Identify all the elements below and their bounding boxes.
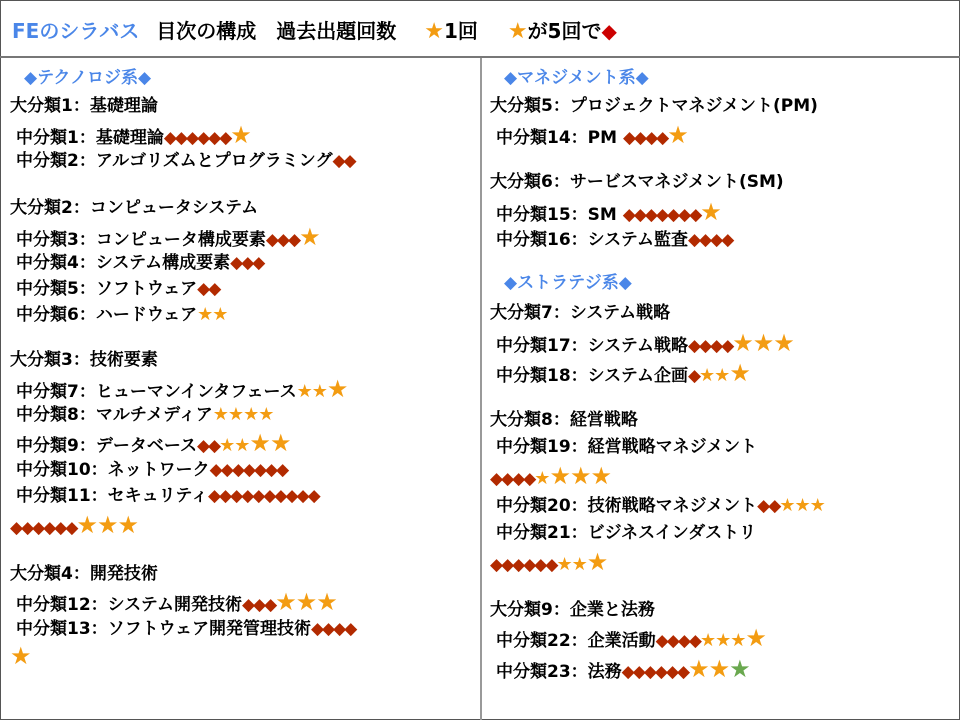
diamond-icons: ◆◆◆◆ (310, 619, 356, 639)
minor-label: 中分類12：システム開発技術 (16, 595, 242, 615)
star-icons: ★ (745, 624, 766, 652)
minor-category-2 (16, 149, 355, 173)
diamond-icons: ◆◆◆◆◆◆ (490, 555, 557, 575)
star-icons: ★★★ (549, 462, 611, 490)
minor-label: 中分類10：ネットワーク (16, 460, 210, 480)
star-icons: ★ (586, 548, 608, 576)
minor-category-17 (496, 331, 794, 355)
header (0, 0, 960, 58)
minor-category-21: 中分類21：ビジネスインダストリ (496, 523, 757, 543)
star-icons: ★ (729, 359, 750, 387)
category-management: ◆マネジメント系◆ (504, 68, 649, 88)
legend-star-meaning: 1回 (443, 19, 478, 43)
diamond-icons: ◆◆◆ (241, 595, 276, 615)
star-icons: ★★★★ (212, 404, 274, 425)
minor-category-13 (16, 617, 355, 641)
star-icons: ★ (700, 198, 721, 226)
page-title (12, 15, 617, 44)
diamond-icons: ◆◆◆◆◆◆◆◆◆◆ (207, 486, 319, 506)
minor-category-15 (496, 200, 721, 224)
diamond-icons: ◆◆◆◆◆◆◆ (622, 205, 701, 225)
minor-category-5 (16, 277, 219, 301)
major-category-8: 大分類8：経営戦略 (490, 410, 638, 430)
minor-category-7 (16, 377, 347, 401)
minor-label: 中分類11：セキュリティ (16, 486, 208, 506)
minor-category-11-continued (10, 513, 138, 537)
minor-label: 中分類17：システム戦略 (496, 336, 688, 356)
category-technology: ◆テクノロジ系◆ (24, 68, 152, 88)
minor-category-4 (16, 251, 263, 275)
diamond-icons: ◆◆◆◆ (622, 128, 668, 148)
minor-label: 中分類13：ソフトウェア開発管理技術 (16, 619, 311, 639)
minor-label: 中分類5：ソフトウェア (16, 279, 198, 299)
star-icons: ★★ (219, 435, 250, 456)
minor-label: 中分類23：法務 (496, 662, 622, 682)
diamond-icons: ◆◆◆◆ (655, 631, 700, 651)
star-icons: ★★★ (275, 588, 337, 616)
minor-category-18 (496, 361, 750, 385)
diamond-icons: ◆◆◆◆ (687, 336, 733, 356)
star-icons: ★★ (699, 365, 730, 386)
column-divider (480, 58, 482, 720)
minor-label: 中分類3：コンピュータ構成要素 (16, 230, 266, 250)
major-category-5: 大分類5：プロジェクトマネジメント(PM) (490, 96, 818, 116)
major-category-4: 大分類4：開発技術 (10, 564, 158, 584)
minor-label: 中分類18：システム企画 (496, 366, 688, 386)
diamond-icons: ◆ (687, 366, 700, 386)
minor-category-22 (496, 626, 766, 650)
minor-category-8 (16, 403, 273, 427)
minor-category-23 (496, 657, 750, 681)
title-text: 目次の構成 過去出題回数 (156, 19, 397, 43)
minor-label: 中分類20：技術戦略マネジメント (496, 496, 758, 516)
minor-label: 中分類2：アルゴリズムとプログラミング (16, 151, 333, 171)
diamond-icons: ◆◆◆◆ (490, 469, 535, 489)
minor-label: 中分類9：データベース (16, 436, 197, 456)
major-category-6: 大分類6：サービスマネジメント(SM) (490, 172, 784, 192)
syllabus-label: FEのシラバス (12, 19, 140, 43)
minor-label: 中分類1：基礎理論 (16, 128, 164, 148)
star-icons: ★ (299, 223, 320, 251)
diamond-icons: ◆◆ (757, 496, 780, 516)
minor-label: 中分類15：SM (496, 205, 623, 225)
diamond-icons: ◆◆ (197, 279, 220, 299)
minor-category-13-continued (10, 644, 31, 668)
star-icons: ★ (534, 468, 550, 489)
major-category-9: 大分類9：企業と法務 (490, 600, 655, 620)
minor-category-19-continued (490, 464, 611, 488)
diamond-icons: ◆◆◆ (265, 230, 300, 250)
diamond-icons: ◆◆◆◆◆◆ (621, 662, 689, 682)
star-icons: ★ (10, 642, 31, 670)
minor-label: 中分類7：ヒューマンインタフェース (16, 382, 297, 402)
minor-category-10 (16, 458, 287, 482)
star-icons: ★★ (296, 381, 327, 402)
minor-category-11 (16, 484, 319, 508)
diamond-icons: ◆◆◆ (230, 253, 264, 273)
diamond-icons: ◆◆ (196, 436, 220, 456)
star-icons: ★★ (197, 304, 228, 325)
diamond-icons: ◆◆◆◆◆◆◆ (209, 460, 288, 480)
minor-label: 中分類4：システム構成要素 (16, 253, 231, 273)
minor-category-12 (16, 590, 337, 614)
star-icons: ★ (667, 121, 688, 149)
category-strategy: ◆ストラテジ系◆ (504, 273, 632, 293)
legend-star2-meaning: が5回で (527, 19, 602, 43)
diamond-icons: ◆◆◆◆◆◆ (10, 518, 77, 538)
major-category-3: 大分類3：技術要素 (10, 350, 158, 370)
major-category-1: 大分類1：基礎理論 (10, 96, 158, 116)
green-star-icon: ★ (729, 655, 750, 683)
star-icons: ★★★ (779, 495, 825, 516)
minor-label: 中分類14：PM (496, 128, 623, 148)
minor-category-21-continued (490, 550, 607, 574)
star-icons: ★★ (249, 429, 291, 457)
diamond-icons: ◆◆ (332, 151, 355, 171)
major-category-7: 大分類7：システム戦略 (490, 303, 671, 323)
minor-label: 中分類22：企業活動 (496, 631, 656, 651)
diamond-icons: ◆◆◆◆ (687, 230, 733, 250)
minor-category-20 (496, 494, 825, 518)
minor-category-9 (16, 431, 290, 455)
diamond-icons: ◆◆◆◆◆◆ (163, 128, 231, 148)
star-icon: ★ (507, 19, 528, 44)
minor-category-19: 中分類19：経営戦略マネジメント (496, 437, 758, 457)
minor-category-14 (496, 123, 688, 147)
diamond-icon: ◆ (601, 19, 617, 43)
minor-category-6 (16, 303, 227, 327)
minor-label: 中分類6：ハードウェア (16, 305, 198, 325)
star-icons: ★★★ (732, 329, 794, 357)
minor-category-3 (16, 225, 320, 249)
star-icon: ★ (424, 19, 444, 44)
minor-category-1 (16, 123, 251, 147)
minor-label: 中分類8：マルチメディア (16, 405, 213, 425)
star-icons: ★ (230, 121, 251, 149)
major-category-2: 大分類2：コンピュータシステム (10, 198, 259, 218)
star-icons: ★ (326, 375, 348, 403)
minor-category-16 (496, 228, 732, 252)
star-icons: ★★ (556, 554, 587, 575)
star-icons: ★★★ (699, 630, 746, 651)
star-icons: ★★★ (76, 511, 138, 539)
star-icons: ★★ (688, 655, 730, 683)
minor-label: 中分類16：システム監査 (496, 230, 688, 250)
